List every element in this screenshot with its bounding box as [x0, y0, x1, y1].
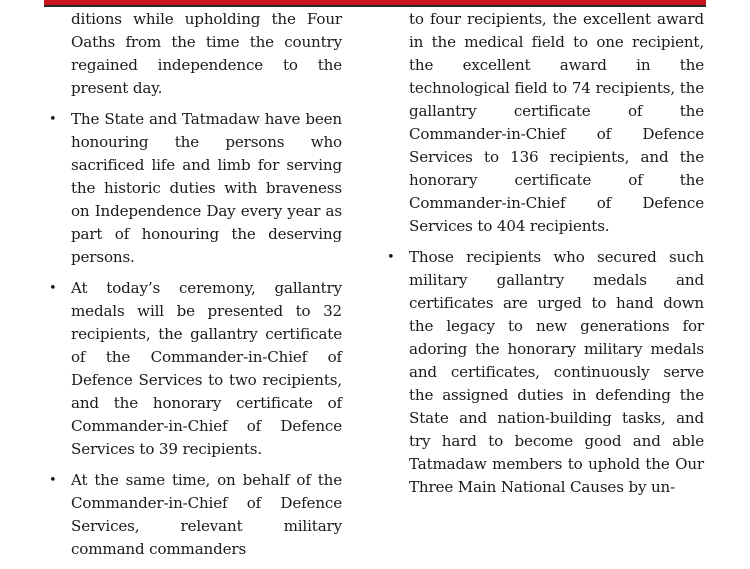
bullet-text: Those recipients who secured such military gallantry medals and certificates are urged to hand down the legacy to new generations for adoring the honorary military medals and certificates, continuously serve the assigned duties in defending the State and nation-building tasks, and try hard to become good and able Tatmadaw members to uphold the Our Three Main National Causes by un- [409, 248, 704, 496]
right-column [384, 8, 704, 507]
bullet-text: The State and Tatmadaw have been honouring the persons who sacrificed life and limb for serving the historic duties with braveness on Independence Day every year as part of honouring the deserving persons. [71, 110, 342, 266]
right-continuation-paragraph: to four recipients, the excellent award in the medical field to one recipient, the excellent award in the technological field to 74 recipients, the gallantry certificate of the Commander-in-Chief of Defence Services to 136 recipients, and the honorary certificate of the Commander-in-Chief of Defence Services to 404 recipients. [409, 10, 704, 235]
bullet-icon: • [49, 281, 57, 296]
left-bullet-paragraph-1 [46, 108, 342, 269]
bullet-icon: • [49, 473, 57, 488]
left-bullet-paragraph-2 [46, 277, 342, 461]
left-bullet-paragraph-3 [46, 469, 342, 561]
top-banner [44, 0, 706, 7]
bullet-icon: • [387, 250, 395, 265]
bullet-icon: • [49, 112, 57, 127]
right-bullet-paragraph-1 [384, 246, 704, 499]
left-continuation-paragraph: ditions while upholding the Four Oaths from the time the country regained independence to the present day. [71, 10, 342, 97]
bullet-text: At the same time, on behalf of the Commander-in-Chief of Defence Services, relevant military command commanders [71, 471, 342, 558]
bullet-text: At today’s ceremony, gallantry medals will be presented to 32 recipients, the gallantry certificate of the Commander-in-Chief of Defence Services to two recipients, and the honorary certificate of Commander-in-Chief of Defence Services to 39 recipients. [71, 279, 342, 458]
left-column [46, 8, 342, 569]
